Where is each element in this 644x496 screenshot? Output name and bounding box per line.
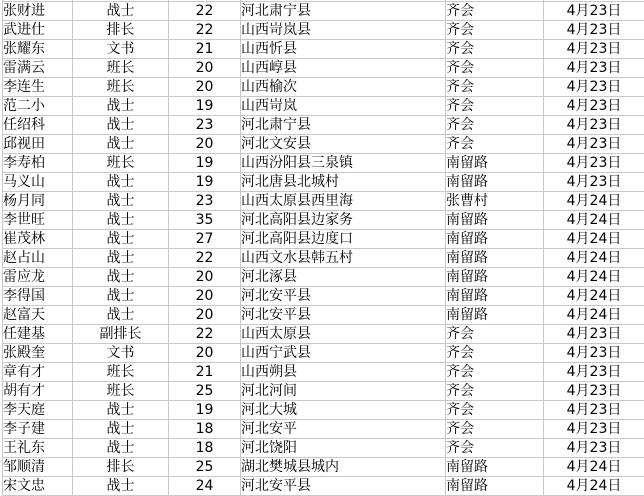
cell-rank[interactable]: 战士 xyxy=(73,2,169,21)
cell-name[interactable]: 赵富天 xyxy=(3,306,73,325)
cell-name[interactable]: 张殿奎 xyxy=(3,344,73,363)
cell-name[interactable]: 张财进 xyxy=(3,2,73,21)
cell-name[interactable]: 李子建 xyxy=(3,420,73,439)
cell-name[interactable]: 章有才 xyxy=(3,363,73,382)
cell-date[interactable]: 4月23日 xyxy=(544,59,644,78)
cell-battle-site[interactable]: 齐会 xyxy=(446,116,544,135)
table-row xyxy=(3,173,644,192)
cell-battle-site[interactable]: 齐会 xyxy=(446,135,544,154)
table-row xyxy=(3,439,644,458)
cell-hometown[interactable]: 山西岢岚 xyxy=(241,97,446,116)
table-row xyxy=(3,78,644,97)
cell-date[interactable]: 4月23日 xyxy=(544,173,644,192)
cell-date[interactable]: 4月23日 xyxy=(544,97,644,116)
cell-rank[interactable]: 战士 xyxy=(73,477,169,496)
cell-age[interactable]: 20 xyxy=(169,344,241,363)
cell-date[interactable]: 4月24日 xyxy=(544,249,644,268)
cell-name[interactable]: 李天庭 xyxy=(3,401,73,420)
cell-name[interactable]: 张耀东 xyxy=(3,40,73,59)
cell-hometown[interactable]: 河北河间 xyxy=(241,382,446,401)
cell-date[interactable]: 4月23日 xyxy=(544,78,644,97)
cell-hometown[interactable]: 河北安平县 xyxy=(241,477,446,496)
cell-battle-site[interactable]: 齐会 xyxy=(446,59,544,78)
cell-battle-site[interactable]: 南留路 xyxy=(446,268,544,287)
cell-age[interactable]: 23 xyxy=(169,116,241,135)
cell-date[interactable]: 4月24日 xyxy=(544,230,644,249)
cell-rank[interactable]: 排长 xyxy=(73,458,169,477)
cell-date[interactable]: 4月23日 xyxy=(544,363,644,382)
cell-name[interactable]: 邹顺清 xyxy=(3,458,73,477)
cell-date[interactable]: 4月23日 xyxy=(544,40,644,59)
table-row xyxy=(3,477,644,496)
cell-battle-site[interactable]: 齐会 xyxy=(446,382,544,401)
cell-age[interactable]: 20 xyxy=(169,306,241,325)
table-row xyxy=(3,135,644,154)
cell-age[interactable]: 20 xyxy=(169,268,241,287)
table-body xyxy=(3,0,644,496)
cell-hometown[interactable]: 山西文水县韩五村 xyxy=(241,249,446,268)
cell-rank[interactable]: 战士 xyxy=(73,287,169,306)
cell-name[interactable]: 马义山 xyxy=(3,173,73,192)
table-row xyxy=(3,458,644,477)
cell-date[interactable]: 4月24日 xyxy=(544,268,644,287)
cell-name[interactable]: 崔茂林 xyxy=(3,230,73,249)
cell-hometown[interactable]: 河北高阳县边度口 xyxy=(241,230,446,249)
cell-age[interactable]: 20 xyxy=(169,287,241,306)
cell-battle-site[interactable]: 南留路 xyxy=(446,154,544,173)
cell-name[interactable]: 李连生 xyxy=(3,78,73,97)
cell-hometown[interactable]: 河北涿县 xyxy=(241,268,446,287)
cell-hometown[interactable]: 山西太原县西里海 xyxy=(241,192,446,211)
cell-age[interactable]: 20 xyxy=(169,59,241,78)
cell-date[interactable]: 4月24日 xyxy=(544,477,644,496)
cell-age[interactable]: 19 xyxy=(169,173,241,192)
cell-date[interactable]: 4月23日 xyxy=(544,439,644,458)
records-table xyxy=(2,0,644,496)
cell-battle-site[interactable]: 齐会 xyxy=(446,2,544,21)
cell-hometown[interactable]: 山西崞县 xyxy=(241,59,446,78)
cell-rank[interactable]: 战士 xyxy=(73,192,169,211)
table-row xyxy=(3,363,644,382)
cell-battle-site[interactable]: 齐会 xyxy=(446,420,544,439)
cell-rank[interactable]: 战士 xyxy=(73,116,169,135)
cell-rank[interactable]: 班长 xyxy=(73,382,169,401)
cell-name[interactable]: 邱视田 xyxy=(3,135,73,154)
cell-age[interactable]: 35 xyxy=(169,211,241,230)
cell-battle-site[interactable]: 南留路 xyxy=(446,173,544,192)
cell-hometown[interactable]: 河北饶阳 xyxy=(241,439,446,458)
cell-name[interactable]: 宋文忠 xyxy=(3,477,73,496)
cell-name[interactable]: 胡有才 xyxy=(3,382,73,401)
cell-age[interactable]: 27 xyxy=(169,230,241,249)
cell-battle-site[interactable]: 南留路 xyxy=(446,458,544,477)
cell-age[interactable]: 20 xyxy=(169,135,241,154)
cell-battle-site[interactable]: 南留路 xyxy=(446,211,544,230)
table-row xyxy=(3,59,644,78)
cell-age[interactable]: 25 xyxy=(169,382,241,401)
cell-date[interactable]: 4月24日 xyxy=(544,287,644,306)
table-row xyxy=(3,2,644,21)
table-row xyxy=(3,287,644,306)
cell-hometown[interactable]: 河北高阳县边家务 xyxy=(241,211,446,230)
cell-name[interactable]: 李得国 xyxy=(3,287,73,306)
cell-name[interactable]: 李世旺 xyxy=(3,211,73,230)
cell-date[interactable]: 4月23日 xyxy=(544,21,644,40)
cell-battle-site[interactable]: 南留路 xyxy=(446,477,544,496)
cell-age[interactable]: 19 xyxy=(169,97,241,116)
cell-battle-site[interactable]: 齐会 xyxy=(446,363,544,382)
cell-hometown[interactable]: 湖北樊城县城内 xyxy=(241,458,446,477)
cell-hometown[interactable]: 山西岢岚县 xyxy=(241,21,446,40)
cell-rank[interactable]: 战士 xyxy=(73,230,169,249)
cell-rank[interactable]: 战士 xyxy=(73,211,169,230)
cell-hometown[interactable]: 山西汾阳县三泉镇 xyxy=(241,154,446,173)
cell-hometown[interactable]: 河北大城 xyxy=(241,401,446,420)
cell-battle-site[interactable]: 齐会 xyxy=(446,439,544,458)
cell-name[interactable]: 任建基 xyxy=(3,325,73,344)
cell-age[interactable]: 18 xyxy=(169,420,241,439)
cell-age[interactable]: 22 xyxy=(169,2,241,21)
table-row xyxy=(3,268,644,287)
cell-date[interactable]: 4月23日 xyxy=(544,2,644,21)
cell-name[interactable]: 杨月同 xyxy=(3,192,73,211)
cell-age[interactable]: 23 xyxy=(169,192,241,211)
cell-age[interactable]: 21 xyxy=(169,40,241,59)
cell-battle-site[interactable]: 南留路 xyxy=(446,306,544,325)
cell-date[interactable]: 4月24日 xyxy=(544,306,644,325)
cell-name[interactable]: 雷满云 xyxy=(3,59,73,78)
cell-age[interactable]: 25 xyxy=(169,458,241,477)
cell-battle-site[interactable]: 齐会 xyxy=(446,325,544,344)
cell-battle-site[interactable]: 张曹村 xyxy=(446,192,544,211)
cell-rank[interactable]: 文书 xyxy=(73,344,169,363)
cell-name[interactable]: 李寿柏 xyxy=(3,154,73,173)
cell-battle-site[interactable]: 南留路 xyxy=(446,230,544,249)
table-row xyxy=(3,230,644,249)
table-row xyxy=(3,192,644,211)
cell-rank[interactable]: 战士 xyxy=(73,439,169,458)
cell-rank[interactable]: 战士 xyxy=(73,97,169,116)
cell-rank[interactable]: 文书 xyxy=(73,40,169,59)
cell-hometown[interactable]: 山西太原县 xyxy=(241,325,446,344)
cell-name[interactable]: 赵占山 xyxy=(3,249,73,268)
cell-rank[interactable]: 班长 xyxy=(73,363,169,382)
cell-battle-site[interactable]: 齐会 xyxy=(446,78,544,97)
cell-battle-site[interactable]: 齐会 xyxy=(446,97,544,116)
cell-date[interactable]: 4月23日 xyxy=(544,344,644,363)
table-row xyxy=(3,97,644,116)
cell-date[interactable]: 4月23日 xyxy=(544,116,644,135)
cell-hometown[interactable]: 河北唐县北城村 xyxy=(241,173,446,192)
cell-date[interactable]: 4月23日 xyxy=(544,154,644,173)
cell-age[interactable]: 20 xyxy=(169,78,241,97)
table-row xyxy=(3,325,644,344)
cell-battle-site[interactable]: 南留路 xyxy=(446,249,544,268)
cell-hometown[interactable]: 山西朔县 xyxy=(241,363,446,382)
cell-age[interactable]: 22 xyxy=(169,249,241,268)
cell-name[interactable]: 任绍科 xyxy=(3,116,73,135)
cell-name[interactable]: 雷应龙 xyxy=(3,268,73,287)
cell-date[interactable]: 4月23日 xyxy=(544,420,644,439)
cell-age[interactable]: 22 xyxy=(169,325,241,344)
cell-battle-site[interactable]: 齐会 xyxy=(446,40,544,59)
cell-hometown[interactable]: 河北安平县 xyxy=(241,306,446,325)
cell-rank[interactable]: 战士 xyxy=(73,135,169,154)
cell-rank[interactable]: 排长 xyxy=(73,21,169,40)
table-row xyxy=(3,116,644,135)
cell-date[interactable]: 4月23日 xyxy=(544,382,644,401)
table-row xyxy=(3,382,644,401)
cell-battle-site[interactable]: 南留路 xyxy=(446,287,544,306)
cell-age[interactable]: 22 xyxy=(169,21,241,40)
cell-date[interactable]: 4月24日 xyxy=(544,192,644,211)
cell-rank[interactable]: 战士 xyxy=(73,420,169,439)
cell-name[interactable]: 范二小 xyxy=(3,97,73,116)
cell-rank[interactable]: 战士 xyxy=(73,173,169,192)
cell-hometown[interactable]: 山西榆次 xyxy=(241,78,446,97)
cell-rank[interactable]: 战士 xyxy=(73,268,169,287)
cell-date[interactable]: 4月23日 xyxy=(544,325,644,344)
cell-rank[interactable]: 班长 xyxy=(73,78,169,97)
cell-date[interactable]: 4月24日 xyxy=(544,458,644,477)
cell-hometown[interactable]: 河北安平县 xyxy=(241,287,446,306)
cell-age[interactable]: 19 xyxy=(169,401,241,420)
table-row xyxy=(3,344,644,363)
cell-rank[interactable]: 班长 xyxy=(73,59,169,78)
cell-date[interactable]: 4月23日 xyxy=(544,401,644,420)
cell-battle-site[interactable]: 齐会 xyxy=(446,344,544,363)
table-row xyxy=(3,21,644,40)
cell-battle-site[interactable]: 齐会 xyxy=(446,401,544,420)
cell-date[interactable]: 4月24日 xyxy=(544,211,644,230)
cell-battle-site[interactable]: 齐会 xyxy=(446,21,544,40)
cell-hometown[interactable]: 河北安平 xyxy=(241,420,446,439)
cell-name[interactable]: 王礼东 xyxy=(3,439,73,458)
cell-hometown[interactable]: 山西忻县 xyxy=(241,40,446,59)
table-row xyxy=(3,401,644,420)
table-row xyxy=(3,211,644,230)
cell-hometown[interactable]: 河北肃宁县 xyxy=(241,2,446,21)
cell-hometown[interactable]: 山西宁武县 xyxy=(241,344,446,363)
cell-hometown[interactable]: 河北文安县 xyxy=(241,135,446,154)
cell-age[interactable]: 19 xyxy=(169,154,241,173)
cell-rank[interactable]: 班长 xyxy=(73,154,169,173)
cell-rank[interactable]: 战士 xyxy=(73,306,169,325)
cell-date[interactable]: 4月23日 xyxy=(544,135,644,154)
table-row xyxy=(3,40,644,59)
cell-age[interactable]: 24 xyxy=(169,477,241,496)
table-row xyxy=(3,420,644,439)
cell-age[interactable]: 18 xyxy=(169,439,241,458)
cell-hometown[interactable]: 河北肃宁县 xyxy=(241,116,446,135)
table-row xyxy=(3,154,644,173)
table-row xyxy=(3,306,644,325)
cell-rank[interactable]: 副排长 xyxy=(73,325,169,344)
cell-name[interactable]: 武进仕 xyxy=(3,21,73,40)
cell-rank[interactable]: 战士 xyxy=(73,249,169,268)
table-row xyxy=(3,249,644,268)
cell-rank[interactable]: 战士 xyxy=(73,401,169,420)
cell-age[interactable]: 21 xyxy=(169,363,241,382)
